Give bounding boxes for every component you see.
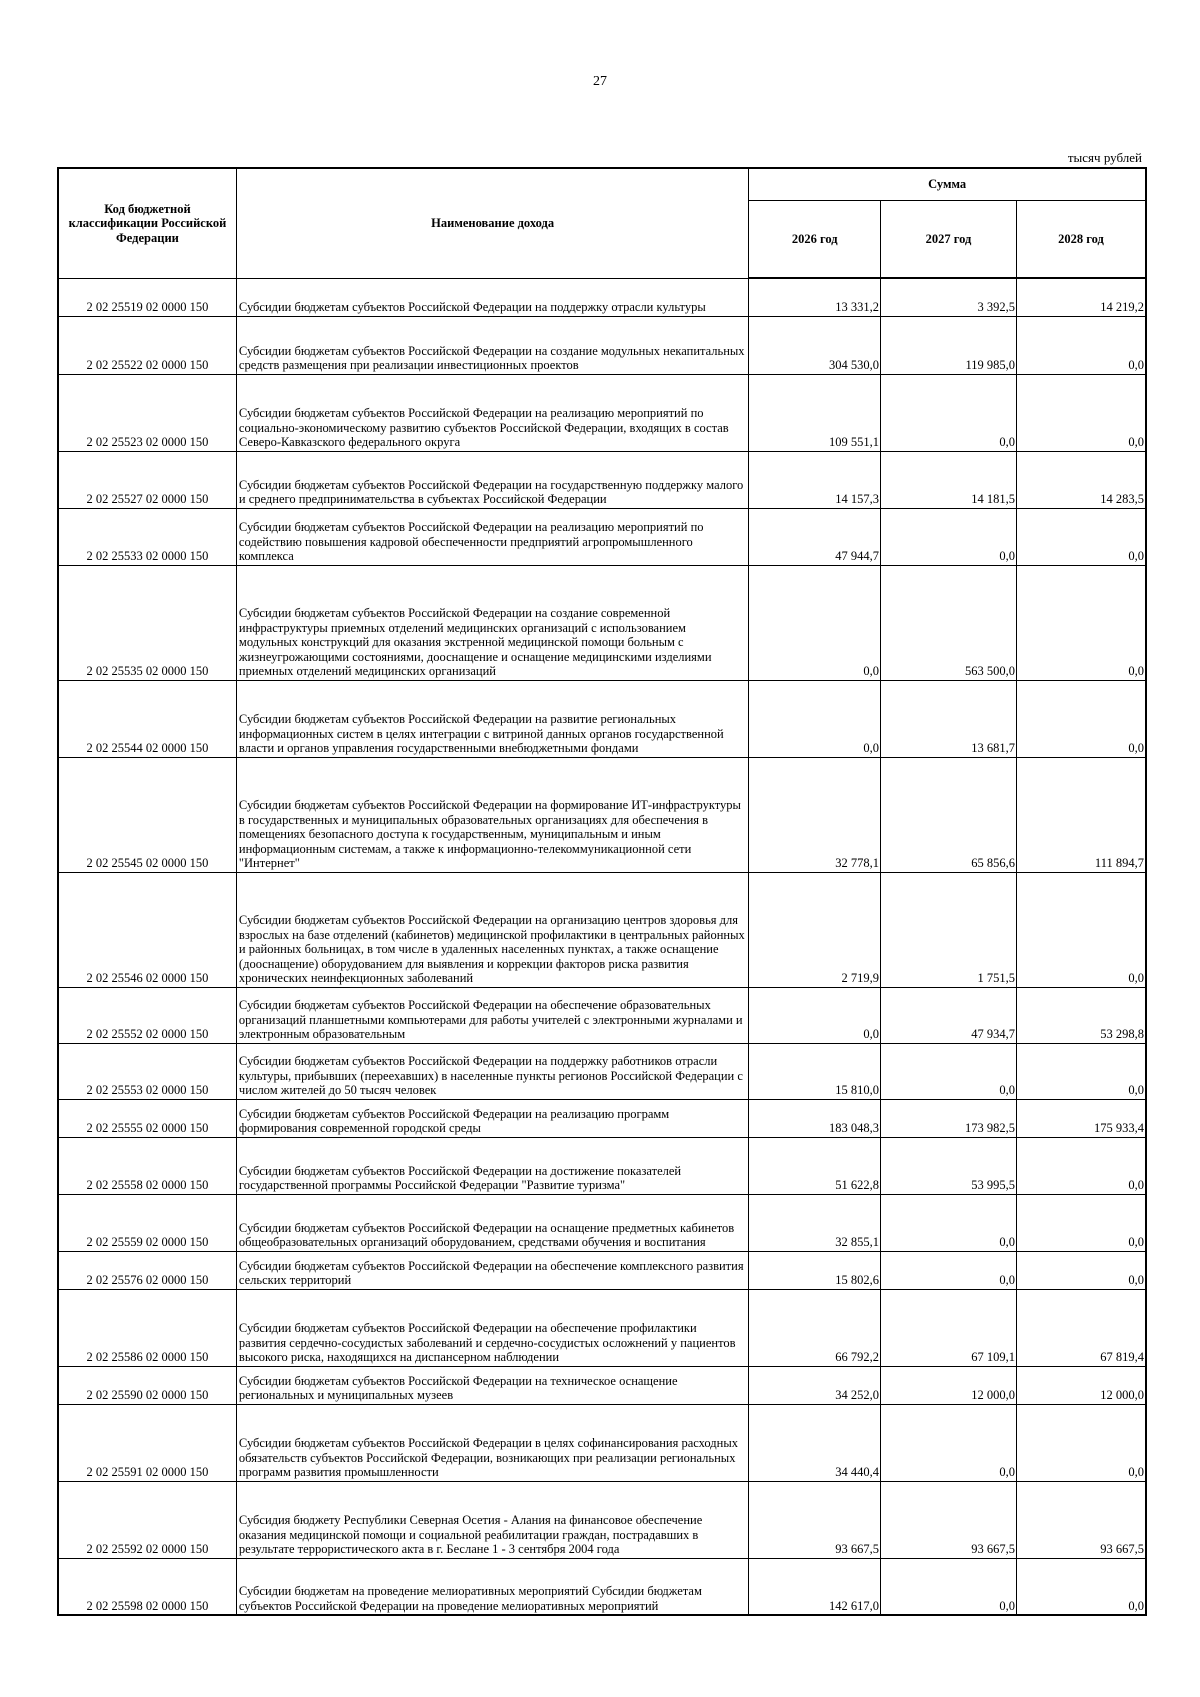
row-2028: 0,0 xyxy=(1017,565,1147,680)
row-2028: 14 219,2 xyxy=(1017,278,1147,316)
row-code: 2 02 25527 02 0000 150 xyxy=(58,451,236,508)
row-code: 2 02 25533 02 0000 150 xyxy=(58,508,236,565)
row-2028: 53 298,8 xyxy=(1017,987,1147,1043)
revenue-table xyxy=(57,167,1147,1616)
table-row xyxy=(58,316,1146,374)
table-row xyxy=(58,1043,1146,1099)
row-2027: 14 181,5 xyxy=(881,451,1017,508)
row-2027: 0,0 xyxy=(881,508,1017,565)
header-2027: 2027 год xyxy=(881,200,1017,278)
row-2026: 0,0 xyxy=(749,680,881,757)
table-row xyxy=(58,508,1146,565)
table-row xyxy=(58,1558,1146,1615)
row-code: 2 02 25546 02 0000 150 xyxy=(58,872,236,987)
row-2026: 47 944,7 xyxy=(749,508,881,565)
row-2026: 34 440,4 xyxy=(749,1404,881,1481)
row-name: Субсидии бюджетам субъектов Российской Федерации в целях софинансирования расходных обязательств субъектов Российской Федерации, возникающих при реализации региональных программ развития промышленности xyxy=(236,1404,748,1481)
row-2028: 0,0 xyxy=(1017,1404,1147,1481)
row-name: Субсидии бюджетам субъектов Российской Федерации на оснащение предметных кабинетов общеобразовательных организаций оборудованием, средствами обучения и воспитания xyxy=(236,1194,748,1251)
row-name: Субсидии бюджетам субъектов Российской Федерации на развитие региональных информационных систем в целях интеграции с витриной данных органов государственной власти и органов управления государственными внебюджетными фондами xyxy=(236,680,748,757)
row-2027: 12 000,0 xyxy=(881,1366,1017,1404)
table-row xyxy=(58,1366,1146,1404)
row-2026: 15 802,6 xyxy=(749,1251,881,1289)
row-name: Субсидия бюджету Республики Северная Осетия - Алания на финансовое обеспечение оказания медицинской помощи и социальной реабилитации граждан, пострадавших в результате террористического акта в г. Беслане 1 - 3 сентября 2004 года xyxy=(236,1481,748,1558)
header-code: Код бюджетной классификации Российской Федерации xyxy=(58,168,236,278)
row-2026: 32 855,1 xyxy=(749,1194,881,1251)
table-row xyxy=(58,1481,1146,1558)
row-2026: 142 617,0 xyxy=(749,1558,881,1615)
row-name: Субсидии бюджетам субъектов Российской Федерации на реализацию мероприятий по содействию повышения кадровой обеспеченности предприятий агропромышленного комплекса xyxy=(236,508,748,565)
row-name: Субсидии бюджетам субъектов Российской Федерации на государственную поддержку малого и среднего предпринимательства в субъектах Российской Федерации xyxy=(236,451,748,508)
row-2027: 65 856,6 xyxy=(881,757,1017,872)
row-2027: 0,0 xyxy=(881,1043,1017,1099)
row-code: 2 02 25553 02 0000 150 xyxy=(58,1043,236,1099)
row-2028: 67 819,4 xyxy=(1017,1289,1147,1366)
row-name: Субсидии бюджетам субъектов Российской Федерации на обеспечение профилактики развития сердечно-сосудистых заболеваний и сердечно-сосудистых осложнений у пациентов высокого риска, находящихся на диспансерном наблюдении xyxy=(236,1289,748,1366)
row-name: Субсидии бюджетам субъектов Российской Федерации на обеспечение комплексного развития сельских территорий xyxy=(236,1251,748,1289)
row-code: 2 02 25545 02 0000 150 xyxy=(58,757,236,872)
row-2026: 51 622,8 xyxy=(749,1137,881,1194)
row-code: 2 02 25592 02 0000 150 xyxy=(58,1481,236,1558)
units-label: тысяч рублей xyxy=(1067,150,1142,165)
row-name: Субсидии бюджетам субъектов Российской Федерации на создание современной инфраструктуры приемных отделений медицинских организаций с использованием модульных конструкций для оказания экстренной медицинской помощи больным с жизнеугрожающими состояниями, дооснащение и оснащение медицинскими изделиями приемных отделений медицинских организаций xyxy=(236,565,748,680)
table-header xyxy=(58,168,1146,278)
row-2026: 34 252,0 xyxy=(749,1366,881,1404)
row-name: Субсидии бюджетам субъектов Российской Федерации на техническое оснащение региональных и муниципальных музеев xyxy=(236,1366,748,1404)
row-2027: 93 667,5 xyxy=(881,1481,1017,1558)
row-2028: 0,0 xyxy=(1017,680,1147,757)
row-2028: 175 933,4 xyxy=(1017,1099,1147,1137)
row-2026: 93 667,5 xyxy=(749,1481,881,1558)
row-code: 2 02 25544 02 0000 150 xyxy=(58,680,236,757)
row-2028: 0,0 xyxy=(1017,316,1147,374)
table-row xyxy=(58,374,1146,451)
row-name: Субсидии бюджетам субъектов Российской Федерации на создание модульных некапитальных средств размещения при реализации инвестиционных проектов xyxy=(236,316,748,374)
row-2028: 111 894,7 xyxy=(1017,757,1147,872)
table-row xyxy=(58,565,1146,680)
header-sum: Сумма xyxy=(749,168,1146,200)
row-2027: 0,0 xyxy=(881,374,1017,451)
table-row xyxy=(58,278,1146,316)
header-2028: 2028 год xyxy=(1017,200,1147,278)
page-number: 27 xyxy=(593,74,607,89)
row-name: Субсидии бюджетам субъектов Российской Федерации на реализацию мероприятий по социально-экономическому развитию субъектов Российской Федерации, входящих в состав Северо-Кавказского федерального округа xyxy=(236,374,748,451)
row-name: Субсидии бюджетам субъектов Российской Федерации на формирование ИТ-инфраструктуры в государственных и муниципальных образовательных организациях для обеспечения в помещениях безопасного доступа к государственным, муниципальным и иным информационным системам, а также к информационно-телекоммуникационной сети "Интернет" xyxy=(236,757,748,872)
row-code: 2 02 25576 02 0000 150 xyxy=(58,1251,236,1289)
row-2027: 13 681,7 xyxy=(881,680,1017,757)
row-2026: 66 792,2 xyxy=(749,1289,881,1366)
row-2027: 47 934,7 xyxy=(881,987,1017,1043)
row-code: 2 02 25555 02 0000 150 xyxy=(58,1099,236,1137)
table-body xyxy=(58,278,1146,1615)
row-code: 2 02 25522 02 0000 150 xyxy=(58,316,236,374)
row-name: Субсидии бюджетам субъектов Российской Федерации на реализацию программ формирования современной городской среды xyxy=(236,1099,748,1137)
row-2027: 0,0 xyxy=(881,1558,1017,1615)
row-name: Субсидии бюджетам субъектов Российской Федерации на обеспечение образовательных организаций планшетными компьютерами для работы учителей с электронными журналами и электронным образовательным xyxy=(236,987,748,1043)
row-2027: 3 392,5 xyxy=(881,278,1017,316)
row-2027: 119 985,0 xyxy=(881,316,1017,374)
row-2028: 0,0 xyxy=(1017,374,1147,451)
row-2027: 563 500,0 xyxy=(881,565,1017,680)
table-row xyxy=(58,1194,1146,1251)
row-2026: 304 530,0 xyxy=(749,316,881,374)
row-name: Субсидии бюджетам субъектов Российской Федерации на достижение показателей государственной программы Российской Федерации "Развитие туризма" xyxy=(236,1137,748,1194)
row-code: 2 02 25558 02 0000 150 xyxy=(58,1137,236,1194)
row-name: Субсидии бюджетам субъектов Российской Федерации на поддержку работников отрасли культуры, прибывших (переехавших) в населенные пункты регионов Российской Федерации с числом жителей до 50 тысяч человек xyxy=(236,1043,748,1099)
row-code: 2 02 25535 02 0000 150 xyxy=(58,565,236,680)
row-2026: 109 551,1 xyxy=(749,374,881,451)
row-2026: 2 719,9 xyxy=(749,872,881,987)
row-name: Субсидии бюджетам на проведение мелиоративных мероприятий Субсидии бюджетам субъектов Российской Федерации на проведение мелиоративных мероприятий xyxy=(236,1558,748,1615)
table-row xyxy=(58,987,1146,1043)
table-row xyxy=(58,1099,1146,1137)
row-code: 2 02 25598 02 0000 150 xyxy=(58,1558,236,1615)
row-code: 2 02 25590 02 0000 150 xyxy=(58,1366,236,1404)
row-2027: 0,0 xyxy=(881,1404,1017,1481)
row-2028: 0,0 xyxy=(1017,1251,1147,1289)
table-row xyxy=(58,1404,1146,1481)
row-code: 2 02 25523 02 0000 150 xyxy=(58,374,236,451)
row-2026: 13 331,2 xyxy=(749,278,881,316)
row-2026: 14 157,3 xyxy=(749,451,881,508)
row-code: 2 02 25559 02 0000 150 xyxy=(58,1194,236,1251)
table-row xyxy=(58,757,1146,872)
row-2027: 67 109,1 xyxy=(881,1289,1017,1366)
row-2028: 0,0 xyxy=(1017,872,1147,987)
row-2026: 32 778,1 xyxy=(749,757,881,872)
header-2026: 2026 год xyxy=(749,200,881,278)
row-2027: 1 751,5 xyxy=(881,872,1017,987)
row-2027: 0,0 xyxy=(881,1251,1017,1289)
row-name: Субсидии бюджетам субъектов Российской Федерации на поддержку отрасли культуры xyxy=(236,278,748,316)
row-code: 2 02 25591 02 0000 150 xyxy=(58,1404,236,1481)
row-2027: 173 982,5 xyxy=(881,1099,1017,1137)
row-code: 2 02 25519 02 0000 150 xyxy=(58,278,236,316)
row-2028: 0,0 xyxy=(1017,1043,1147,1099)
row-code: 2 02 25552 02 0000 150 xyxy=(58,987,236,1043)
row-name: Субсидии бюджетам субъектов Российской Федерации на организацию центров здоровья для взрослых на базе отделений (кабинетов) медицинской профилактики в центральных районных и районных больницах, в том числе в удаленных населенных пунктах, а также оснащение (дооснащение) оборудованием для выявления и коррекции факторов риска развития хронических неинфекционных заболеваний xyxy=(236,872,748,987)
row-2028: 93 667,5 xyxy=(1017,1481,1147,1558)
row-2028: 0,0 xyxy=(1017,1137,1147,1194)
row-2028: 14 283,5 xyxy=(1017,451,1147,508)
row-2028: 0,0 xyxy=(1017,508,1147,565)
table-row xyxy=(58,680,1146,757)
table-row xyxy=(58,1137,1146,1194)
table-row xyxy=(58,1289,1146,1366)
row-2026: 15 810,0 xyxy=(749,1043,881,1099)
table-row xyxy=(58,872,1146,987)
header-name: Наименование дохода xyxy=(236,168,748,278)
row-2026: 0,0 xyxy=(749,987,881,1043)
table-row xyxy=(58,1251,1146,1289)
row-code: 2 02 25586 02 0000 150 xyxy=(58,1289,236,1366)
row-2027: 53 995,5 xyxy=(881,1137,1017,1194)
table-row xyxy=(58,451,1146,508)
row-2028: 0,0 xyxy=(1017,1194,1147,1251)
row-2028: 12 000,0 xyxy=(1017,1366,1147,1404)
row-2027: 0,0 xyxy=(881,1194,1017,1251)
row-2026: 183 048,3 xyxy=(749,1099,881,1137)
row-2026: 0,0 xyxy=(749,565,881,680)
row-2028: 0,0 xyxy=(1017,1558,1147,1615)
